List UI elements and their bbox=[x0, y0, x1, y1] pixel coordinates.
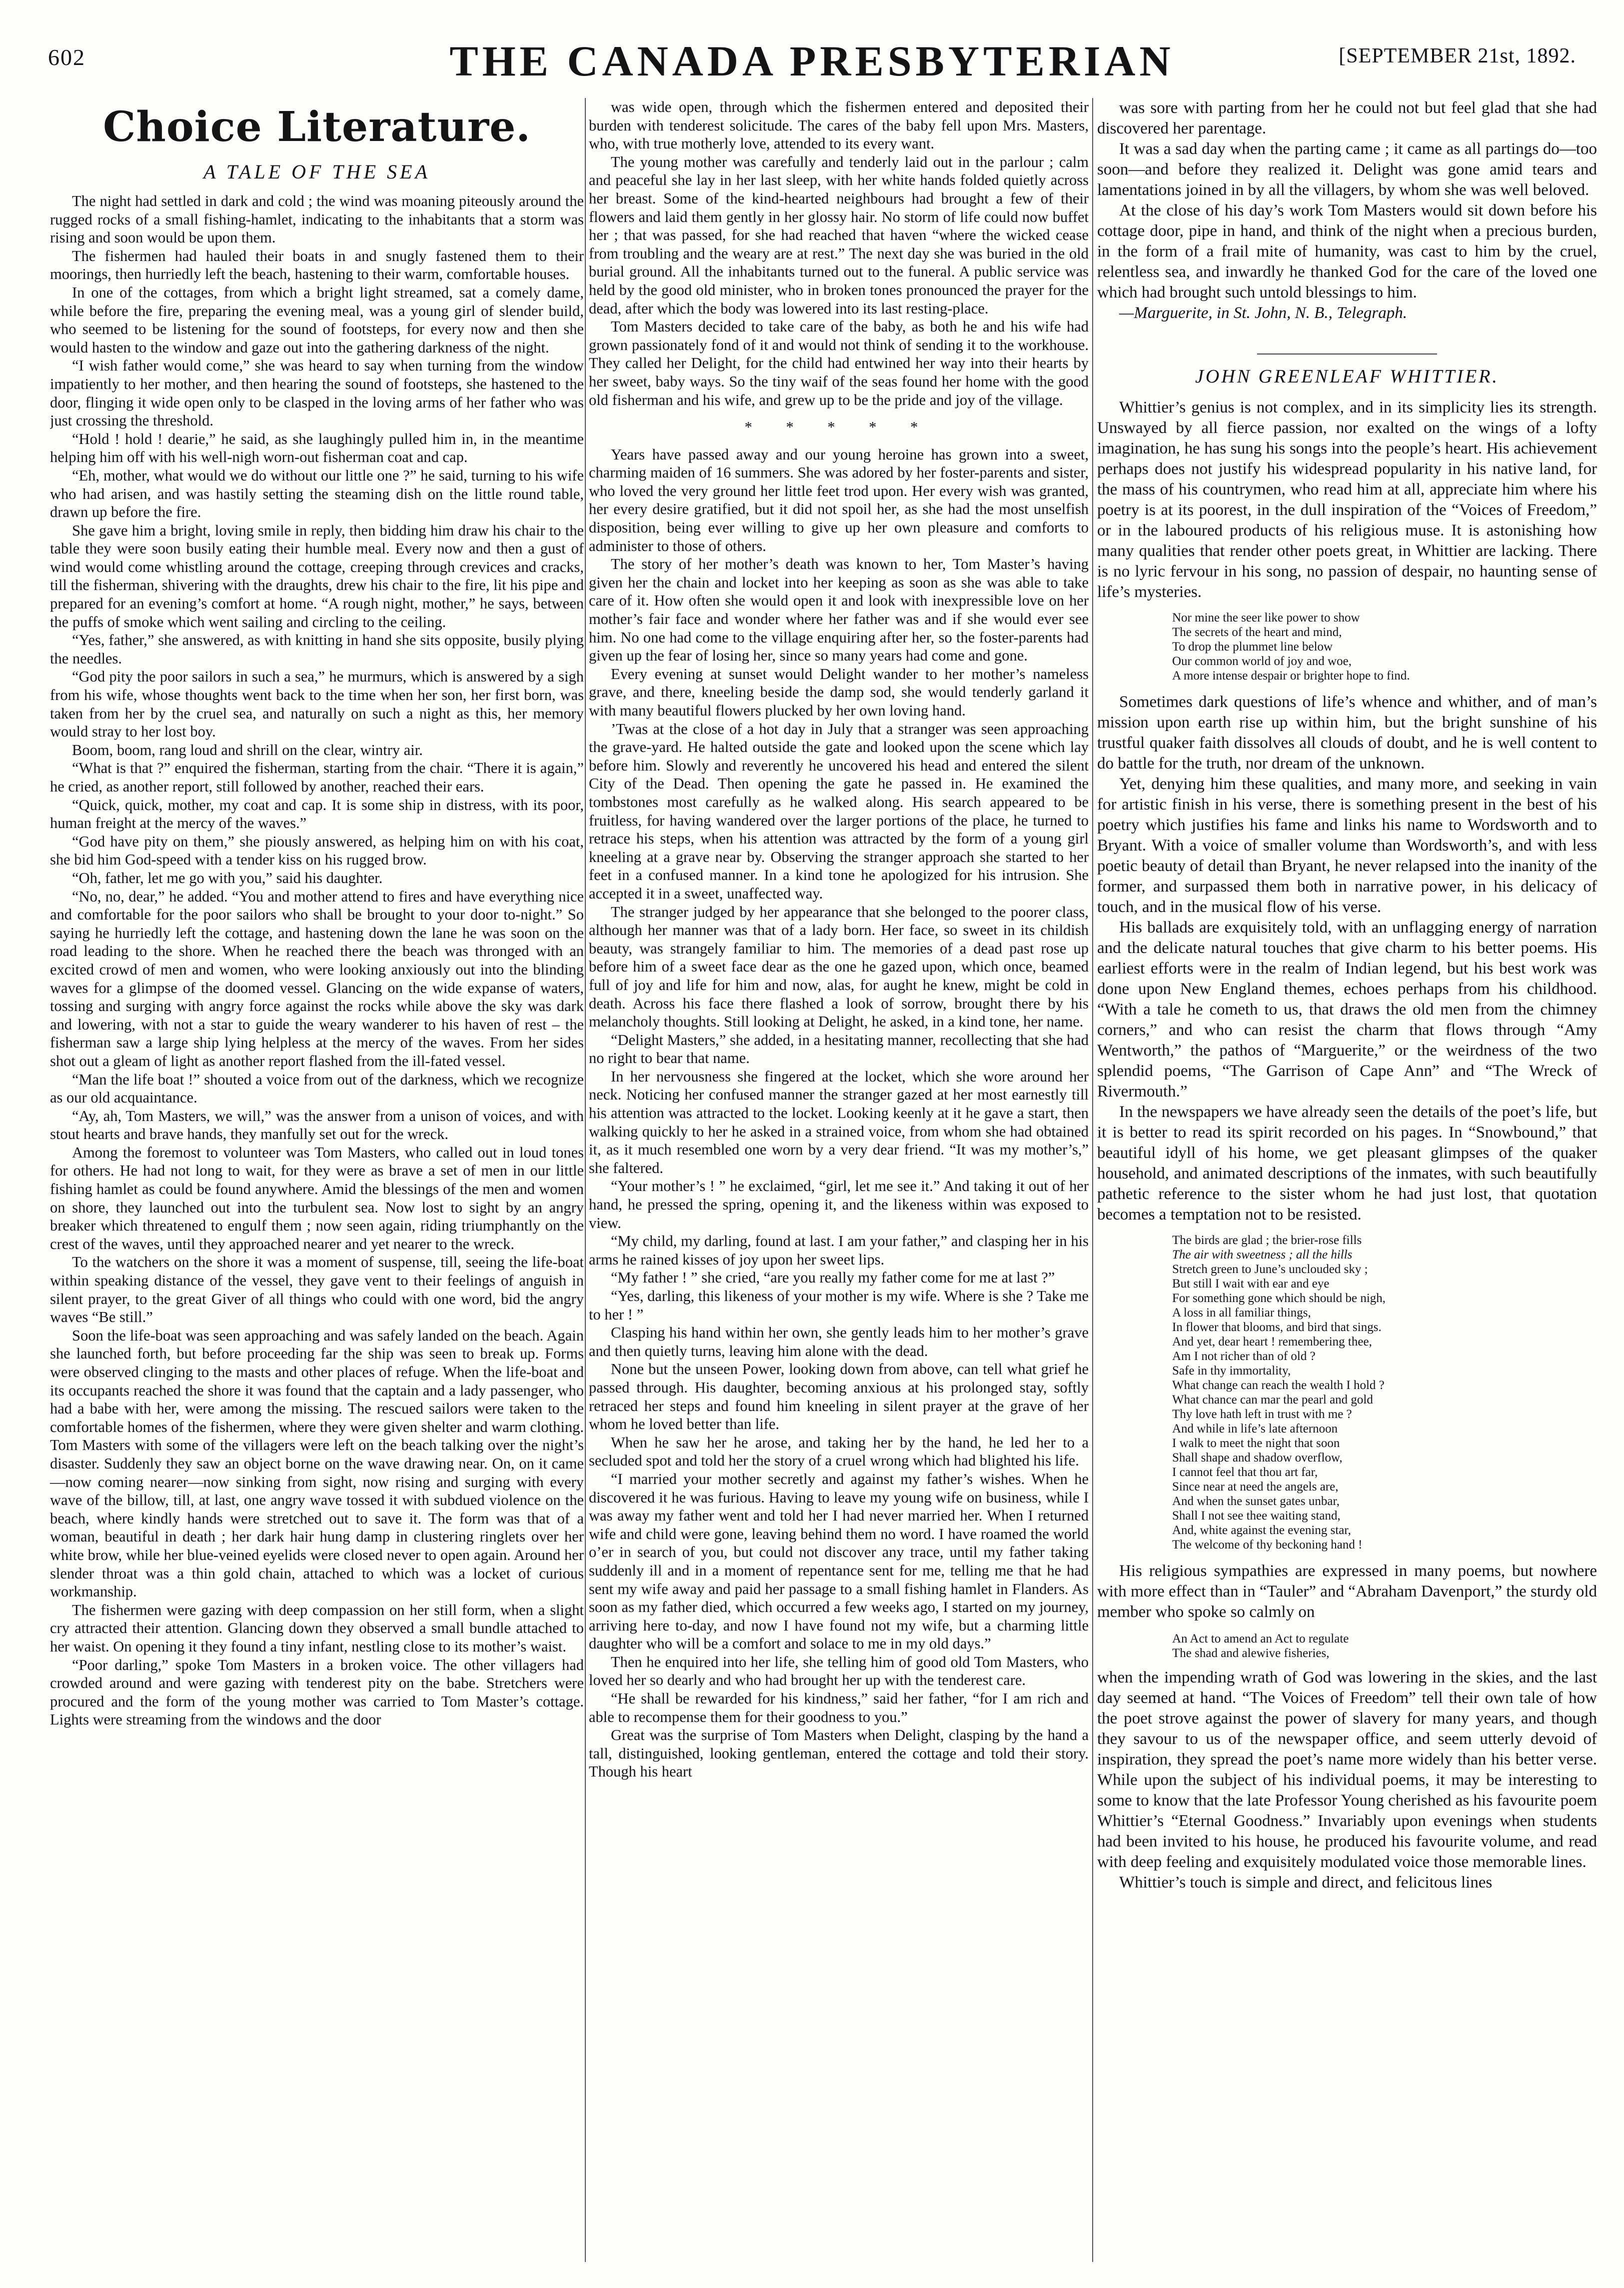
story-paragraph: “My father ! ” she cried, “are you really my father come for me at last ?” bbox=[611, 1269, 1055, 1286]
story-paragraph: “Oh, father, let me go with you,” said his daughter. bbox=[72, 869, 383, 886]
story-paragraph: “God pity the poor sailors in such a sea,” he murmurs, which is answered by a sigh from his wife, whose thoughts went back to the time when her son, her first born, was taken from her by the cruel sea, and naturally on such a night as this, her memory would stray to her lost boy. bbox=[50, 668, 584, 740]
column-1 bbox=[50, 98, 584, 2262]
quoted-line: An Act to amend an Act to regulate bbox=[1172, 1632, 1349, 1646]
story-paragraph: In one of the cottages, from which a bright light streamed, sat a comely dame, while before the fire, preparing the evening meal, was a young girl of slender build, who seemed to be listening for the sound of footsteps, for every now and then she would hasten to the window and gaze out into the gathering darkness of the night. bbox=[50, 284, 584, 356]
article-paragraph: Whittier’s touch is simple and direct, and felicitous lines bbox=[1119, 1874, 1493, 1892]
article-paragraph: Whittier’s genius is not complex, and in its simplicity lies its strength. Unswayed by all fierce passion, nor exalted on the wings of a lofty imagination, he has sung his songs into the people’s heart. His achievement perhaps does not justify his widespread popularity in his native land, for the mass of his countrymen, who read him at all, appreciate him where his poetry is at its poorest, in the dull inspiration of the “Voices of Freedom,” or in the laboured products of his religious muse. It is astonishing how many qualities that render other poets great, in Whittier are lacking. There is no lyric fervour in his song, no passion of despair, no haunting sense of life’s mysteries. bbox=[1097, 398, 1597, 601]
story-body-part-3 bbox=[1097, 98, 1597, 303]
story-paragraph: The fishermen were gazing with deep compassion on her still form, when a slight cry attracted their attention. Glancing down they observed a small bundle attached to her waist. On opening it they found a tiny infant, nestling close to its mother’s waist. bbox=[50, 1601, 584, 1655]
story-paragraph: “Yes, darling, this likeness of your mother is my wife. Where is she ? Take me to her ! ” bbox=[589, 1288, 1089, 1323]
story-paragraph: In her nervousness she fingered at the locket, which she wore around her neck. Noticing her confused manner the stranger gazed at her most earnestly till his attention was attracted to the locket. Looking keenly at it he gave a start, then walking quickly to her he asked in a strained voice, from whom she had obtained it, as it much resembled one worn by a very dear friend. “It was my mother’s,” she faltered. bbox=[589, 1068, 1089, 1176]
poem-line: The air with sweetness ; all the hills bbox=[1172, 1248, 1353, 1262]
story-body-part-1 bbox=[50, 192, 584, 1729]
story-paragraph: “No, no, dear,” he added. “You and mother attend to fires and have everything nice and comfortable for the poor sailors who shall be brought to your door to-night.” So saying he hurriedly left the cottage, and hastening down the lane he was soon on the road leading to the shore. When he reached there the beach was thronged with an excited crowd of men and women, who were looking anxiously out into the blinding waves for a glimpse of the doomed vessel. Glancing on the wide expanse of waters, tossing and surging with angry force against the rocks while above the sky was dark and lowering, with not a star to guide the weary wanderer to his haven of rest – the fisherman saw a large ship lying helpless at the mercy of the waves. From her sides shot out a gleam of light as another report flashed from the ill-fated vessel. bbox=[50, 888, 584, 1070]
story-paragraph: When he saw her he arose, and taking her by the hand, he led her to a secluded spot and told her the story of a cruel wrong which had blighted his life. bbox=[589, 1434, 1089, 1470]
article-paragraph: when the impending wrath of God was lowering in the skies, and the last day seemed at hand. “The Voices of Freedom” tell their own tale of how the poet strove against the power of slavery for many years, and though they savour to us of the newspaper office, and seem utterly devoid of inspiration, they spread the poet’s name more widely than his better verse. While upon the subject of his individual poems, it may be interesting to some to know that the late Professor Young cherished as his favourite poem Whittier’s “Eternal Goodness.” Invariably upon evenings when students had been invited to his house, he produced his favourite volume, and read with deep feeling and exquisitely modulated voice those memorable lines. bbox=[1097, 1668, 1597, 1871]
story-paragraph: To the watchers on the shore it was a moment of suspense, till, seeing the life-boat within speaking distance of the vessel, they gave vent to their feelings of anguish in silent prayer, to the great Giver of all things who could with one word, bid the angry waves “Be still.” bbox=[50, 1254, 584, 1326]
story-paragraph: Among the foremost to volunteer was Tom Masters, who called out in loud tones for others. He had not long to wait, for they were as brave a set of men in our little fishing hamlet as could be found anywhere. Amid the blessings of the men and women on shore, they launched out into the turbulent sea. Now lost to sight by an angry breaker which threatened to engulf them ; now seen again, riding triumphantly on the crest of the waves, until they approached nearer and yet nearer to the wreck. bbox=[50, 1144, 584, 1252]
story-paragraph: She gave him a bright, loving smile in reply, then bidding him draw his chair to the table they were soon busily eating their humble meal. Every now and then a gust of wind would come whistling around the cottage, creeping through crevices and cracks, till the fisherman, shivering with the draughts, drew his chair to the fire, lit his pipe and prepared for an evening’s comfort at home. “A rough night, mother,” he says, between the puffs of smoke which went sailing and circling to the ceiling. bbox=[50, 522, 584, 630]
column-2 bbox=[589, 98, 1089, 2262]
story-paragraph: “I wish father would come,” she was heard to say when turning from the window impatiently to her mother, and then hearing the sound of footsteps, she hastened to the door, flinging it wide open only to be clasped in the loving arms of her father who was just crossing the threshold. bbox=[50, 357, 584, 430]
poem-line: I cannot feel that thou art far, bbox=[1172, 1466, 1318, 1479]
story-paragraph: “Delight Masters,” she added, in a hesitating manner, recollecting that she had no right to bear that name. bbox=[589, 1031, 1089, 1067]
poem-line: The welcome of thy beckoning hand ! bbox=[1172, 1538, 1363, 1552]
poem-line: The birds are glad ; the brier-rose fills bbox=[1172, 1234, 1362, 1247]
story-paragraph: Great was the surprise of Tom Masters when Delight, clasping by the hand a tall, distinguished, looking gentleman, entered the cottage and told their story. Though his heart bbox=[589, 1726, 1089, 1780]
story-paragraph: Years have passed away and our young heroine has grown into a sweet, charming maiden of 16 summers. She was adored by her foster-parents and sister, who loved the very ground her little feet trod upon. Her every wish was granted, her every desire gratified, but it did not spoil her, as she had the most unselfish disposition, being ever willing to give up her own pleasure and comforts to administer to those of others. bbox=[589, 446, 1089, 554]
story-paragraph: At the close of his day’s work Tom Masters would sit down before his cottage door, pipe in hand, and think of the night when a precious burden, in the form of a frail mite of humanity, was cast to him by the cruel, relentless sea, and inwardly he thanked God for the care of the loved one which had brought such untold blessings to him. bbox=[1097, 202, 1597, 302]
article-paragraph: In the newspapers we have already seen the details of the poet’s life, but it is better to read its spirit recorded on his pages. In “Snowbound,” that beautiful idyll of his home, we get pleasant glimpses of the quaker household, and animated descriptions of the inmates, with such beautifully pathetic reference to the sister whom he had just lost, that quotation becomes a temptation not to be resisted. bbox=[1097, 1103, 1597, 1224]
article-paragraph: His ballads are exquisitely told, with an unflagging energy of narration and the delicate natural touches that give charm to his better poems. His earliest efforts were in the realm of Indian legend, but his best work was done upon New England themes, echoes perhaps from his childhood. “With a tale he cometh to us, that draws the old men from the chimney corners,” and who can resist the charm that flows through “Amy Wentworth,” the pathos of “Marguerite,” or the weirdness of the two splendid poems, “The Garrison of Cape Ann” and “The Wreck of Rivermouth.” bbox=[1097, 918, 1597, 1100]
story-paragraph: “I married your mother secretly and against my father’s wishes. When he discovered it he was furious. Having to leave my young wife on business, while I was away my father went and told her I had never married her. When I returned wife and child were gone, leaving behind them no word. I have roamed the world o’er in search of you, but could not discover any trace, until my father taking suddenly ill and in a moment of repentance sent for me, telling me that he had sent my wife away and paid her passage to a small fishing hamlet in Flanders. As soon as my father died, which occurred a few weeks ago, I started on my journey, arriving here to-day, and now I have found not my wife, but a charming little daughter who will be a comfort and solace to me in my old days.” bbox=[589, 1470, 1089, 1652]
masthead bbox=[48, 33, 1576, 88]
poem-line: The secrets of the heart and mind, bbox=[1172, 626, 1342, 639]
poem-line: Safe in thy immortality, bbox=[1172, 1364, 1291, 1378]
poem-line: In flower that blooms, and bird that sings. bbox=[1172, 1320, 1382, 1334]
poem-line: Shall shape and shadow overflow, bbox=[1172, 1451, 1343, 1464]
poem-line: What change can reach the wealth I hold ? bbox=[1172, 1378, 1385, 1392]
poem-line: Thy love hath left in trust with me ? bbox=[1172, 1408, 1352, 1421]
article-paragraph: His religious sympathies are expressed in many poems, but nowhere with more effect than in “Tauler” and “Abraham Davenport,” the sturdy old member who spoke so calmly on bbox=[1097, 1562, 1597, 1621]
article-paragraph: Yet, denying him these qualities, and many more, and seeking in vain for artistic finish in his verse, there is something present in the best of his poetry which justifies his fame and links his name to Wordsworth and to Bryant. With a voice of smaller volume than Wordsworth’s, and with less poetic beauty of detail than Bryant, he never relapsed into the inanity of the former, and surpassed them both in narrative power, in his delicacy of touch, and in the musical flow of his verse. bbox=[1097, 775, 1597, 916]
story-paragraph: “Hold ! hold ! dearie,” he said, as she laughingly pulled him in, in the meantime helping him off with his well-nigh worn-out fisherman coat and cap. bbox=[50, 430, 584, 466]
poem-line: Our common world of joy and woe, bbox=[1172, 654, 1352, 668]
story-paragraph: The stranger judged by her appearance that she belonged to the poorer class, although her manner was that of a lady born. Her face, so sweet in its childish beauty, was strangely familiar to him. The memories of a dead past rose up before him of a sweet face dear as the one he gazed upon, which once, beamed full of joy and life for him and now, alas, for aught he knew, might be cold in death. Across his face there flashed a look of sorrow, brought there by his melancholy thoughts. Still looking at Delight, he asked, in a kind tone, her name. bbox=[589, 903, 1089, 1030]
poem-excerpt bbox=[1172, 610, 1597, 683]
poem-line: And yet, dear heart ! remembering thee, bbox=[1172, 1335, 1372, 1348]
poem-line: A more intense despair or brighter hope to find. bbox=[1172, 669, 1410, 682]
story-paragraph: The fishermen had hauled their boats in and snugly fastened them to their moorings, then hurriedly left the beach, hastening to their warm, comfortable houses. bbox=[50, 247, 584, 283]
poem-line: What chance can mar the pearl and gold bbox=[1172, 1393, 1373, 1406]
story-paragraph: Then he enquired into her life, she telling him of good old Tom Masters, who loved her so dearly and who had brought her up with the tenderest care. bbox=[589, 1653, 1089, 1689]
story-signature: —Marguerite, in St. John, N. B., Telegraph. bbox=[1119, 304, 1407, 322]
story-paragraph: * * * * * bbox=[744, 418, 933, 436]
poem-line: And when the sunset gates unbar, bbox=[1172, 1494, 1340, 1508]
poem-line: Nor mine the seer like power to show bbox=[1172, 611, 1360, 624]
poem-line: But still I wait with ear and eye bbox=[1172, 1277, 1330, 1290]
story-paragraph: None but the unseen Power, looking down from above, can tell what grief he passed through. His daughter, becoming anxious at his prolonged stay, softly retraced her steps and found him kneeling in silent prayer at the grave of her whom he loved better than life. bbox=[589, 1360, 1089, 1433]
article-paragraph: Sometimes dark questions of life’s whence and whither, and of man’s mission upon earth rise up within him, but the bright sunshine of his trustful quaker faith dissolves all clouds of doubt, and he is well content to do battle for the truth, nor dream of the unknown. bbox=[1097, 693, 1597, 772]
story-paragraph: Tom Masters decided to take care of the baby, as both he and his wife had grown passionately fond of it and would not think of sending it to the workhouse. They called her Delight, for the child had entwined her way into their hearts by her sweet, baby ways. So the tiny waif of the seas found her home with the good old fisherman and his wife, and grew up to be the pride and joy of the village. bbox=[589, 318, 1089, 408]
issue-date: [SEPTEMBER 21st, 1892. bbox=[1339, 44, 1576, 68]
column-divider bbox=[1092, 98, 1093, 2262]
poem-line: And while in life’s late afternoon bbox=[1172, 1422, 1338, 1436]
poem-line: To drop the plummet line below bbox=[1172, 640, 1333, 654]
article-title: JOHN GREENLEAF WHITTIER. bbox=[1195, 366, 1499, 387]
story-paragraph: “Your mother’s ! ” he exclaimed, “girl, let me see it.” And taking it out of her hand, he pressed the spring, opening it, and the likeness within was exposed to view. bbox=[589, 1178, 1089, 1232]
story-paragraph: was sore with parting from her he could not but feel glad that she had discovered her parentage. bbox=[1097, 99, 1597, 138]
newspaper-title: THE CANADA PRESBYTERIAN bbox=[449, 37, 1175, 85]
story-paragraph: It was a sad day when the parting came ; it came as all partings do—too soon—and before they realized it. Delight was gone amid tears and lamentations joined in by all the villagers, by whom she was well beloved. bbox=[1097, 140, 1597, 199]
poem-line: And, white against the evening star, bbox=[1172, 1524, 1351, 1537]
story-paragraph: “Ay, ah, Tom Masters, we will,” was the answer from a unison of voices, and with stout hearts and brave hands, they manfully set out for the wreck. bbox=[50, 1107, 584, 1143]
story-paragraph: “Poor darling,” spoke Tom Masters in a broken voice. The other villagers had crowded around and were gazing with tenderest pity on the babe. Stretchers were procured and the form of the young mother was carried to Tom Master’s cottage. Lights were streaming from the windows and the door bbox=[50, 1656, 584, 1728]
poem-excerpt bbox=[1172, 1233, 1597, 1552]
story-paragraph: The story of her mother’s death was known to her, Tom Master’s having given her the chain and locket into her keeping as soon as she was able to take care of it. How often she would open it and look with inexpressible love on her mother’s fair face and wonder where her father was and if she would ever see him. No one had come to the village enquiring after her, so the foster-parents had given up the fear of losing her, since so many years had come and gone. bbox=[589, 556, 1089, 664]
column-divider bbox=[585, 98, 586, 2262]
story-paragraph: “My child, my darling, found at last. I am your father,” and clasping her in his arms he rained kisses of joy upon her sweet lips. bbox=[589, 1232, 1089, 1268]
poem-line: A loss in all familiar things, bbox=[1172, 1306, 1311, 1320]
story-paragraph: The night had settled in dark and cold ; the wind was moaning piteously around the rugged rocks of a small fishing-hamlet, indicating to the inhabitants that a storm was rising and soon would be upon them. bbox=[50, 192, 584, 246]
story-paragraph: “He shall be rewarded for his kindness,” said her father, “for I am rich and able to recompense them for their goodness to you.” bbox=[589, 1690, 1089, 1726]
poem-line: Since near at need the angels are, bbox=[1172, 1480, 1339, 1494]
column-3 bbox=[1097, 98, 1597, 2262]
story-paragraph: was wide open, through which the fishermen entered and deposited their burden with tenderest solicitude. The cares of the baby fell upon Mrs. Masters, who, with true motherly love, attended to its every want. bbox=[589, 98, 1089, 152]
story-title: A TALE OF THE SEA bbox=[203, 160, 430, 183]
story-paragraph: Boom, boom, rang loud and shrill on the clear, wintry air. bbox=[72, 741, 423, 758]
poem-line: Stretch green to June’s unclouded sky ; bbox=[1172, 1262, 1368, 1276]
poem-line: Am I not richer than of old ? bbox=[1172, 1350, 1316, 1363]
section-title: Choice Literature. bbox=[103, 103, 531, 151]
story-paragraph: ’Twas at the close of a hot day in July that a stranger was seen approaching the grave-yard. He halted outside the gate and looked upon the scene which lay before him. Slowly and reverently he uncovered his head and entered the silent City of the Dead. Then opening the gate he passed in. He examined the tombstones most carefully as he walked along. His search appeared to be fruitless, for having wandered over the larger portions of the place, he turned to retrace his steps, when his attention was attracted by the form of a young girl kneeling at a grave near by. Observing the stranger approach she started to her feet in a confused manner. In a kind tone he apologized for his intrusion. She accepted it in a sweet, unaffected way. bbox=[589, 720, 1089, 902]
story-paragraph: The young mother was carefully and tenderly laid out in the parlour ; calm and peaceful she lay in her last sleep, with her white hands folded quietly across her breast. Some of the kind-hearted neighbours had brought a few of their flowers and laid them gently in her glossy hair. No storm of life could now buffet her ; that was passed, for she had reached that haven “where the wicked cease from troubling and the weary are at rest.” The next day she was buried in the old burial ground. All the inhabitants turned out to the funeral. A public service was held by the good old minister, who in broken tones pronounced the prayer for the dead, after which the body was lowered into its last resting-place. bbox=[589, 153, 1089, 317]
story-paragraph: “Yes, father,” she answered, as with knitting in hand she sits opposite, busily plying the needles. bbox=[50, 632, 584, 667]
story-paragraph: “Man the life boat !” shouted a voice from out of the darkness, which we recognize as our old acquaintance. bbox=[50, 1070, 584, 1106]
story-paragraph: Every evening at sunset would Delight wander to her mother’s nameless grave, and there, kneeling beside the damp sod, she would tenderly garland it with many beautiful flowers plucked by her own loving hand. bbox=[589, 665, 1089, 719]
poem-line: I walk to meet the night that soon bbox=[1172, 1436, 1340, 1450]
story-paragraph: “Eh, mother, what would we do without our little one ?” he said, turning to his wife who had arisen, and was hastily setting the steaming dish on the little round table, drawn up before the fire. bbox=[50, 466, 584, 521]
poem-line: For something gone which should be nigh, bbox=[1172, 1292, 1386, 1305]
story-body-part-2 bbox=[589, 98, 1089, 1781]
story-paragraph: “Quick, quick, mother, my coat and cap. It is some ship in distress, with its poor, human freight at the mercy of the waves.” bbox=[50, 796, 584, 832]
story-paragraph: “What is that ?” enquired the fisherman, starting from the chair. “There it is again,” he cried, as another report, still followed by another, reached their ears. bbox=[50, 760, 584, 795]
quoted-lines bbox=[1172, 1632, 1597, 1660]
page-number: 602 bbox=[48, 44, 85, 70]
story-paragraph: Soon the life-boat was seen approaching and was safely landed on the beach. Again she launched forth, but before proceeding far the ship was seen to break up. Forms were observed clinging to the masts and other places of refuge. When the life-boat and its occupants reached the shore it was found that the captain and a lady passenger, who had a babe with her, were among the missing. The rescued sailors were taken to the comfortable homes of the fishermen, where they were given shelter and warm clothing. Tom Masters with some of the villagers were left on the beach talking over the night’s disaster. Suddenly they saw an object borne on the wave drawing near. On, on it came—now coming nearer—now sinking from sight, now rising and surging with every wave of the billow, till, at last, one angry wave tossed it with subdued violence on the beach, where kindly hands were stretched out to save it. The form was that of a woman, beautiful in death ; her dark hair hung damp in clustering ringlets over her white brow, while her blue-veined eyelids were closed never to open again. Around her slender throat was a thin gold chain, attached to which was a locket of curious workmanship. bbox=[50, 1326, 584, 1600]
story-paragraph: “God have pity on them,” she piously answered, as helping him on with his coat, she bid him God-speed with a tender kiss on his rugged brow. bbox=[50, 832, 584, 868]
poem-line: Shall I not see thee waiting stand, bbox=[1172, 1509, 1341, 1522]
story-paragraph: Clasping his hand within her own, she gently leads him to her mother’s grave and then quietly turns, leaving him alone with the dead. bbox=[589, 1324, 1089, 1360]
quoted-line: The shad and alewive fisheries, bbox=[1172, 1646, 1330, 1660]
